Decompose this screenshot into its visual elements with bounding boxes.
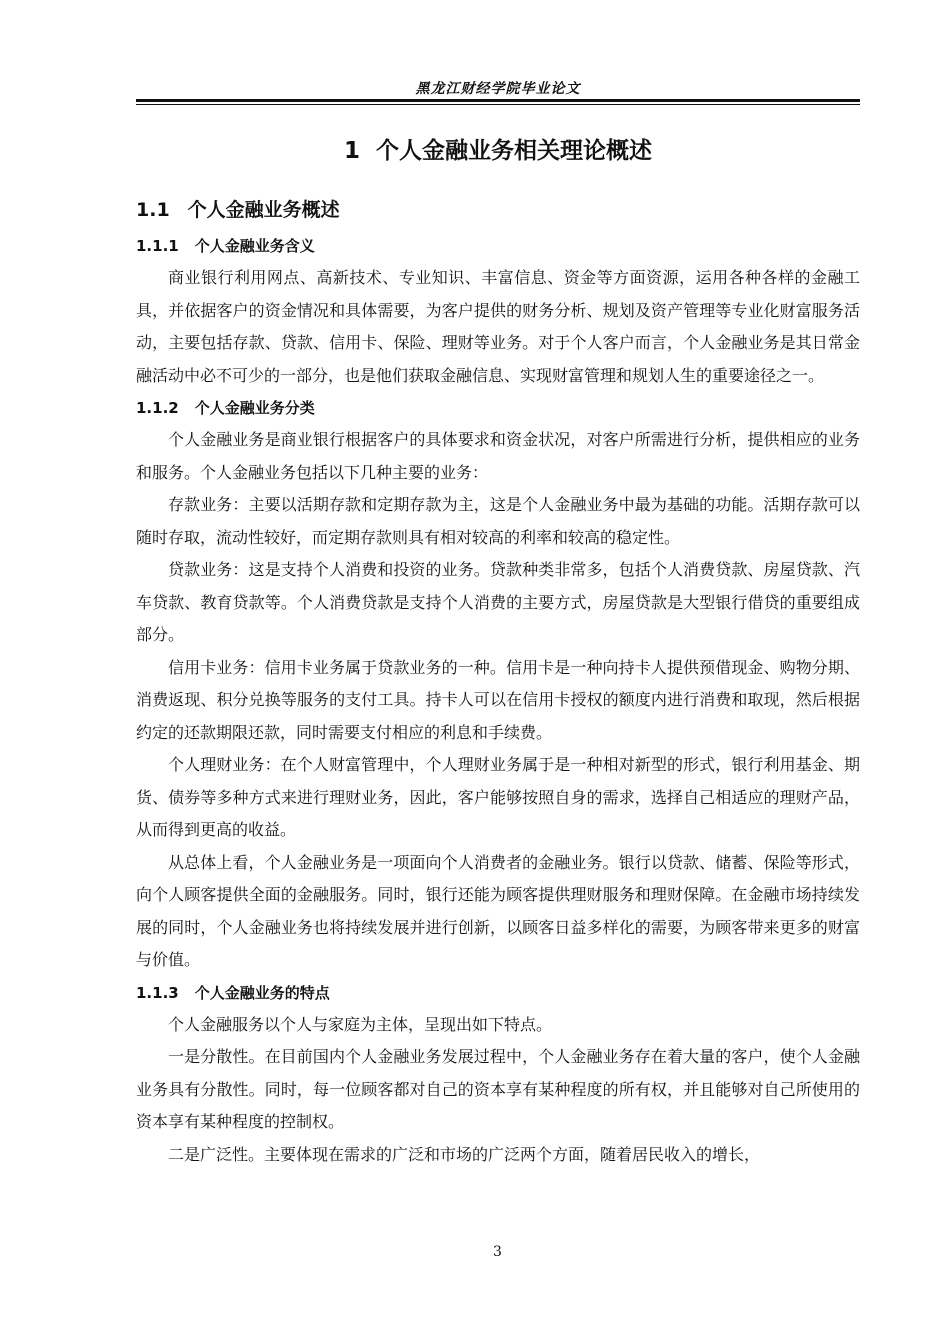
chapter-number: 1 xyxy=(343,138,360,164)
subsection-title: 个人金融业务分类 xyxy=(194,399,315,417)
paragraph: 个人金融业务是商业银行根据客户的具体要求和资金状况，对客户所需进行分析，提供相应的业务和服务。个人金融业务包括以下几种主要的业务： xyxy=(136,430,860,482)
running-header: 黑龙江财经学院毕业论文 xyxy=(415,81,581,97)
paragraph: 存款业务：主要以活期存款和定期存款为主，这是个人金融业务中最为基础的功能。活期存款可以随时存取，流动性较好，而定期存款则具有相对较高的利率和较高的稳定性。 xyxy=(136,495,860,547)
subsection-number: 1.1.2 xyxy=(136,399,179,417)
header-rule-thin xyxy=(136,104,860,105)
chapter-title xyxy=(136,128,860,174)
subsection-heading xyxy=(136,392,860,424)
paragraph: 个人金融服务以个人与家庭为主体，呈现出如下特点。 xyxy=(168,1014,553,1034)
section-heading xyxy=(136,190,860,230)
paragraph: 从总体上看，个人金融业务是一项面向个人消费者的金融业务。银行以贷款、储蓄、保险等形式，向个人顾客提供全面的金融服务。同时，银行还能为顾客提供理财服务和理财保障。在金融市场持续发展的同时，个人金融业务也将持续发展并进行创新，以顾客日益多样化的需要，为顾客带来更多的财富与价值。 xyxy=(136,852,860,969)
header-rule-thick xyxy=(136,99,860,102)
section-number: 1.1 xyxy=(136,199,170,221)
paragraph: 一是分散性。在目前国内个人金融业务发展过程中，个人金融业务存在着大量的客户，使个人金融业务具有分散性。同时，每一位顾客都对自己的资本享有某种程度的所有权，并且能够对自己所使用的资本享有某种程度的控制权。 xyxy=(136,1047,860,1131)
paragraph: 二是广泛性。主要体现在需求的广泛和市场的广泛两个方面，随着居民收入的增长， xyxy=(168,1144,761,1164)
paragraph: 信用卡业务：信用卡业务属于贷款业务的一种。信用卡是一种向持卡人提供预借现金、购物分期、消费返现、积分兑换等服务的支付工具。持卡人可以在信用卡授权的额度内进行消费和取现，然后根据约定的还款期限还款，同时需要支付相应的利息和手续费。 xyxy=(136,657,860,742)
subsection-title: 个人金融业务的特点 xyxy=(194,983,330,1002)
page-body xyxy=(136,128,860,1171)
subsection-title: 个人金融业务含义 xyxy=(194,237,315,255)
chapter-title-text: 个人金融业务相关理论概述 xyxy=(376,138,652,164)
subsection-number: 1.1.1 xyxy=(136,237,179,255)
subsection-number: 1.1.3 xyxy=(136,983,179,1002)
paragraph: 个人理财业务：在个人财富管理中，个人理财业务属于是一种相对新型的形式，银行利用基金、期货、债券等多种方式来进行理财业务，因此，客户能够按照自身的需求，选择自己相适应的理财产品，从而得到更高的收益。 xyxy=(136,755,860,839)
paragraph: 商业银行利用网点、高新技术、专业知识、丰富信息、资金等方面资源，运用各种各样的金融工具，并依据客户的资金情况和具体需要，为客户提供的财务分析、规划及资产管理等专业化财富服务活动，主要包括存款、贷款、信用卡、保险、理财等业务。对于个人客户而言，个人金融业务是其日常金融活动中必不可少的一部分，也是他们获取金融信息、实现财富管理和规划人生的重要途径之一。 xyxy=(136,268,860,385)
section-title: 个人金融业务概述 xyxy=(187,199,340,221)
paragraph: 贷款业务：这是支持个人消费和投资的业务。贷款种类非常多，包括个人消费贷款、房屋贷款、汽车贷款、教育贷款等。个人消费贷款是支持个人消费的主要方式，房屋贷款是大型银行借贷的重要组成部分。 xyxy=(136,560,860,644)
subsection-heading xyxy=(136,230,860,262)
page-number: 3 xyxy=(493,1244,502,1260)
subsection-heading xyxy=(136,977,860,1009)
